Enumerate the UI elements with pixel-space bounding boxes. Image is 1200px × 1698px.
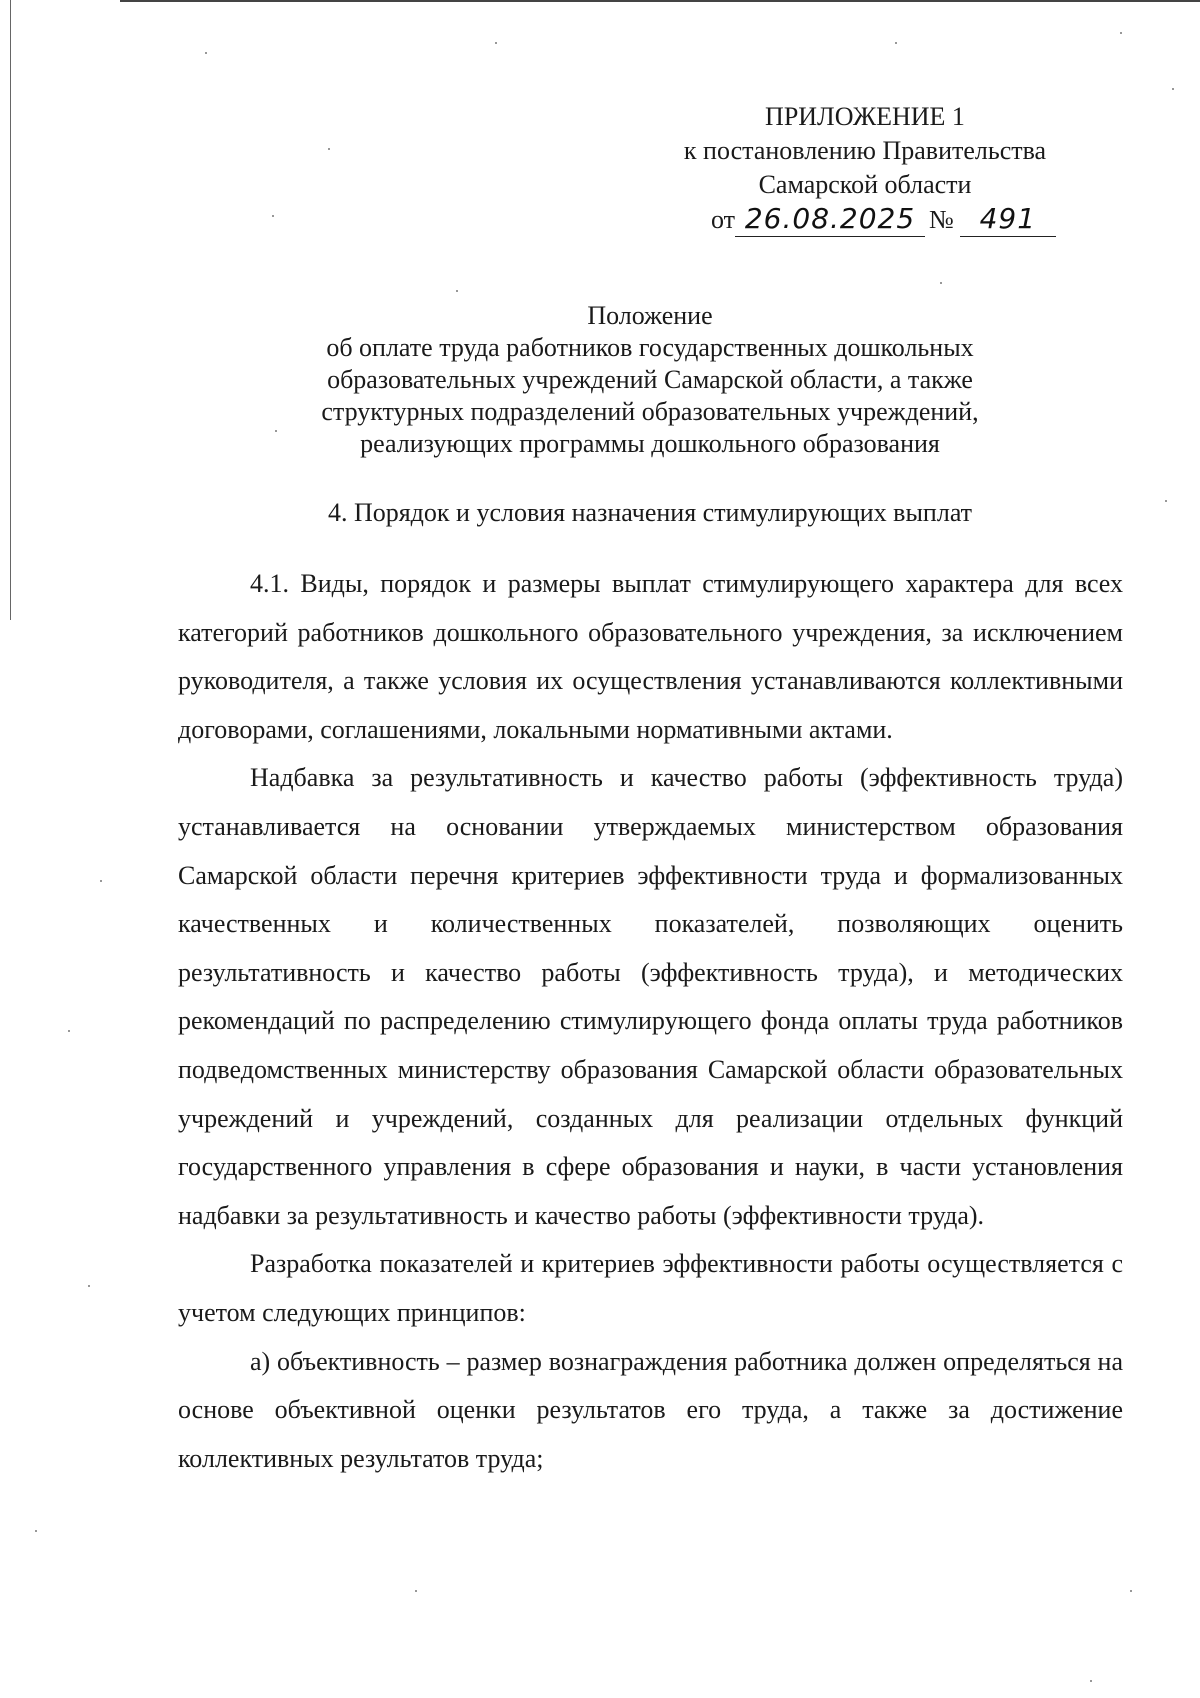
heading-line-4: реализующих программы дошкольного образования	[360, 429, 940, 458]
appendix-block	[635, 100, 1095, 242]
scan-speck	[495, 42, 497, 44]
date-prefix: от	[711, 205, 736, 234]
scan-speck	[1165, 500, 1167, 502]
scan-speck	[895, 42, 897, 44]
scan-speck	[100, 880, 102, 882]
scan-speck	[1120, 32, 1122, 34]
scan-left-edge	[10, 0, 11, 620]
appendix-line-1: к постановлению Правительства	[683, 136, 1047, 165]
heading-title: Положение	[587, 301, 713, 330]
scan-top-edge	[120, 0, 1200, 2]
number-label: №	[929, 205, 954, 234]
scan-speck	[88, 1285, 90, 1287]
scan-speck	[35, 1530, 37, 1532]
scan-speck	[940, 282, 942, 284]
appendix-title: ПРИЛОЖЕНИЕ 1	[765, 102, 965, 131]
scan-speck	[1090, 1680, 1092, 1682]
paragraph: а) объективность – размер вознаграждения работника должен определяться на основе объективной оценки результатов его труда, а также за достижение коллективных результатов труда;	[178, 1346, 1123, 1473]
paragraph: Разработка показателей и критериев эффективности работы осуществляется с учетом следующих принципов:	[178, 1249, 1123, 1327]
section-title: 4. Порядок и условия назначения стимулирующих выплат	[327, 498, 973, 527]
scan-speck	[328, 148, 330, 150]
scan-speck	[68, 1030, 70, 1032]
date-number-line	[635, 202, 1095, 242]
paragraph: 4.1. Виды, порядок и размеры выплат стимулирующего характера для всех категорий работников дошкольного образовательного учреждения, за исключением руководителя, а также условия их осуществления устанавливаются коллективными договорами, соглашениями, локальными нормативными актами.	[178, 569, 1123, 744]
scan-speck	[205, 52, 207, 54]
document-heading	[250, 300, 1050, 460]
scan-speck	[1172, 88, 1174, 90]
handwritten-number: 491	[960, 202, 1056, 237]
body-text	[178, 560, 1123, 1483]
scan-speck	[415, 1590, 417, 1592]
appendix-line-2: Самарской области	[758, 170, 972, 199]
scan-speck	[272, 215, 274, 217]
heading-line-2: образовательных учреждений Самарской области, а также	[327, 365, 973, 394]
heading-line-3: структурных подразделений образовательных учреждений,	[321, 397, 979, 426]
paragraph: Надбавка за результативность и качество работы (эффективность труда) устанавливается на основании утверждаемых министерством образования Самарской области перечня критериев эффективности труда и формализованных качественных и количественных показателей, позволяющих оценить результативность и качество работы (эффективность труда), и методических рекомендаций по распределению стимулирующего фонда оплаты труда работников подведомственных министерству образования Самарской области образовательных учреждений и учреждений, созданных для реализации отдельных функций государственного управления в сфере образования и науки, в части установления надбавки за результативность и качество работы (эффективности труда).	[178, 763, 1123, 1230]
scan-speck	[456, 290, 458, 292]
heading-line-1: об оплате труда работников государственных дошкольных	[326, 333, 974, 362]
scan-speck	[1130, 1590, 1132, 1592]
handwritten-date: 26.08.2025	[735, 202, 925, 237]
